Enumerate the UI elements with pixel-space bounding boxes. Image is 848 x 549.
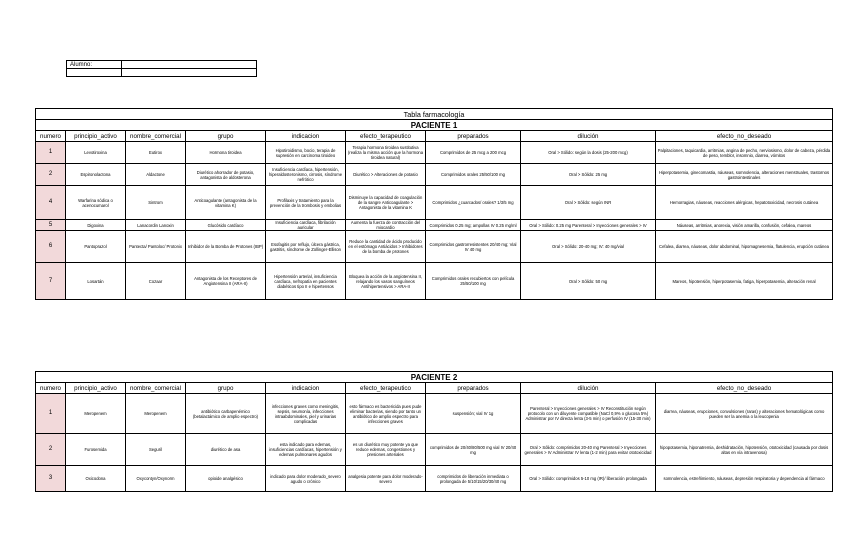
header-nombre-comercial: nombre_comercial — [126, 383, 186, 394]
patient-2-heading: PACIENTE 2 — [36, 372, 833, 383]
cell-efecto-terapeutico: analgesia potente para dolor moderado-severo — [346, 466, 426, 492]
alumno-box — [66, 60, 257, 77]
cell-dilucion: Oral > Sólido: según la dosis (25-200 mcg) — [521, 142, 656, 164]
table-row — [36, 394, 833, 434]
cell-preparados: comprimidos de liberación inmediata o prolongada de 5/10/15/20/30/40 mg — [426, 466, 521, 492]
cell-efecto-no-deseado: Hemorragias, náuseas, reacciones alérgicas, hepatotoxicidad, necrosis cutánea — [656, 186, 833, 220]
cell-preparados: Comprimidos gastrorresistentes 20/40 mg; Vial IV 40 mg — [426, 231, 521, 263]
cell-principio-activo: Oxicodona — [66, 466, 126, 492]
table-row — [36, 466, 833, 492]
header-indicacion: indicacion — [266, 131, 346, 142]
header-grupo: grupo — [186, 383, 266, 394]
cell-grupo: Hormona tiroidea — [186, 142, 266, 164]
alumno-blank-cell — [67, 69, 122, 77]
cell-efecto-terapeutico: Aumenta la fuerza de contracción del miocardio — [346, 220, 426, 231]
cell-efecto-no-deseado: Cefalea, diarrea, náuseas, dolor abdominal, hipomagnesemia, flatulencia, erupción cutánea — [656, 231, 833, 263]
cell-numero: 7 — [36, 263, 66, 300]
cell-indicacion: Profilaxis y tratamiento para la prevención de la trombosis y embolias — [266, 186, 346, 220]
cell-principio-activo: Losartán — [66, 263, 126, 300]
cell-indicacion: Insuficiencia cardíaca, fibrilación auricular — [266, 220, 346, 231]
header-nombre-comercial: nombre_comercial — [126, 131, 186, 142]
table-row — [36, 220, 833, 231]
header-numero: numero — [36, 383, 66, 394]
cell-numero: 1 — [36, 394, 66, 434]
cell-grupo: Inhibidor de la Bomba de Protones (IBP) — [186, 231, 266, 263]
header-dilucion: dilución — [521, 131, 656, 142]
patient-2-rows — [36, 394, 833, 492]
cell-principio-activo: Furosemida — [66, 434, 126, 466]
cell-dilucion: Oral > Sólido: comprimidos 20-40 mg Parenteral > Inyecciones generales > IV Administrar IV lenta (1-2 min) para evitar ototoxicidad — [521, 434, 656, 466]
patient-1-rows — [36, 142, 833, 300]
cell-preparados: comprimidos de 20/40/80/500 mg vial IV 20/40 mg — [426, 434, 521, 466]
cell-efecto-terapeutico: Diurético > Alteraciones de potasio — [346, 164, 426, 186]
cell-indicacion: Esofagitis por reflujo, úlcera gástrica, gastritis, síndrome de Zollinger-Ellison — [266, 231, 346, 263]
header-indicacion: indicacion — [266, 383, 346, 394]
cell-indicacion: Hipertensión arterial, insuficiencia cardíaca, nefropatía en pacientes diabéticos tipo II e hipertensos — [266, 263, 346, 300]
cell-dilucion: Oral > Sólido: 20-40 mg; IV: 40 mg/vial — [521, 231, 656, 263]
cell-numero: 3 — [36, 466, 66, 492]
cell-nombre-comercial: Meropenem — [126, 394, 186, 434]
cell-efecto-no-deseado: Palpitaciones, taquicardia, arritmias, angina de pecho, nerviosismo, dolor de cabeza, pérdida de peso, temblor, insomnio, diarrea, vómitos — [656, 142, 833, 164]
cell-principio-activo: Espironolactona — [66, 164, 126, 186]
cell-nombre-comercial: Seguril — [126, 434, 186, 466]
table-title: Tabla farmacología — [36, 109, 833, 120]
pharmacology-table-patient-1 — [35, 108, 833, 300]
cell-nombre-comercial: Pantecta/ Pantoloc/ Protonix — [126, 231, 186, 263]
alumno-blank-field[interactable] — [122, 69, 257, 77]
cell-grupo: Anticoagulante (antagonista de la vitamina K) — [186, 186, 266, 220]
cell-efecto-terapeutico: Disminuye la capacidad de coagulación de la sangre Anticoagulante > Antagonista de la vitamina K — [346, 186, 426, 220]
cell-principio-activo: Levotiroxina — [66, 142, 126, 164]
cell-grupo: Glucósido cardíaco — [186, 220, 266, 231]
cell-grupo: diurético de asa — [186, 434, 266, 466]
cell-principio-activo: Meropenem — [66, 394, 126, 434]
table-row — [36, 434, 833, 466]
cell-nombre-comercial: Oxycontyn/Oxynorm — [126, 466, 186, 492]
alumno-label: Alumno: — [67, 61, 122, 69]
cell-numero: 1 — [36, 142, 66, 164]
table-row — [36, 263, 833, 300]
cell-preparados: Comprimidos ¿cuarcados/ orales? 1/3/5 mg — [426, 186, 521, 220]
cell-dilucion: Parenteral > Inyecciones generales > IV Reconstitución según protocolo con un diluyente compatible (NaCl 0,9% o glucosa 5%) Administrar por IV directa lenta (3-5 min) o perfusión IV (15-30 min) — [521, 394, 656, 434]
header-row — [36, 383, 833, 394]
cell-indicacion: esta indicado para edemas, insuficiencias cardíacas, hipertensión y edemas pulmonares agudos — [266, 434, 346, 466]
cell-dilucion: Oral > Sólido: 25 mg — [521, 164, 656, 186]
cell-efecto-terapeutico: es un diurético muy potente ya que reduce edemas, congestiones y presiones arteriales — [346, 434, 426, 466]
cell-numero: 6 — [36, 231, 66, 263]
cell-nombre-comercial: Aldactone — [126, 164, 186, 186]
cell-efecto-terapeutico: esto fármaco es bactericida pues pude eliminar bacterias, siendo por tanto un antibiótico de amplio espectro para infecciones graves — [346, 394, 426, 434]
header-principio-activo: principio_activo — [66, 131, 126, 142]
cell-nombre-comercial: Eutirox — [126, 142, 186, 164]
cell-dilucion: Oral > Sólido: 0.25 mg Parenteral > Inyecciones generales > IV — [521, 220, 656, 231]
table-row — [36, 142, 833, 164]
header-preparados: preparados — [426, 383, 521, 394]
patient-1-heading: PACIENTE 1 — [36, 120, 833, 131]
cell-nombre-comercial: Cozaar — [126, 263, 186, 300]
cell-principio-activo: Pantoprazol — [66, 231, 126, 263]
header-row — [36, 131, 833, 142]
cell-preparados: Comprimidos 0.25 mg; ampollas IV 0.25 mg/ml — [426, 220, 521, 231]
cell-nombre-comercial: Sintrom — [126, 186, 186, 220]
header-dilucion: dilución — [521, 383, 656, 394]
cell-preparados: Comprimidos orales recubiertos con película 25/50/100 mg — [426, 263, 521, 300]
cell-preparados: suspensión; vial IV 1g — [426, 394, 521, 434]
header-principio-activo: principio_activo — [66, 383, 126, 394]
cell-efecto-terapeutico: Reduce la cantidad de ácido producido en el estómago Antiácidos > Inhibidores de la bomba de protones — [346, 231, 426, 263]
cell-grupo: opioide analgésico — [186, 466, 266, 492]
table-row — [36, 164, 833, 186]
header-numero: numero — [36, 131, 66, 142]
cell-preparados: Comprimidos de 25 mcg a 200 mcg — [426, 142, 521, 164]
cell-grupo: Antagonista de los Receptores de Angiotensina II (ARA-II) — [186, 263, 266, 300]
cell-numero: 4 — [36, 186, 66, 220]
cell-preparados: Comprimidos orales 25/50/100 mg — [426, 164, 521, 186]
cell-indicacion: indicado para dolor moderado_severo agudo o crónico — [266, 466, 346, 492]
header-efecto-terapeutico: efecto_terapeutico — [346, 383, 426, 394]
pharmacology-table-patient-2 — [35, 371, 833, 492]
cell-numero: 5 — [36, 220, 66, 231]
cell-indicacion: infecciones graves como meningitis, sepsis, neumonía, infecciones intraabdominales, piel y urinarias complicadas — [266, 394, 346, 434]
cell-grupo: antibiótico carbapenémico (betalactámico de amplio espectro) — [186, 394, 266, 434]
cell-efecto-terapeutico: Terapia hormona tiroidea sustitutiva (realiza la misma acción que la hormona tiroidea natural) — [346, 142, 426, 164]
cell-efecto-no-deseado: Náuseas, arritmias, anorexia, visión amarilla, confusión, cefalea, mareos — [656, 220, 833, 231]
cell-efecto-no-deseado: diarrea, náuseas, erupciones, convulsiones (raras) y alteraciones hematológicas como pueden ser la anemia o la leucopenia — [656, 394, 833, 434]
cell-dilucion: Oral > Sólido: comprimidos 5-10 mg (IR)/ liberación prolongada — [521, 466, 656, 492]
cell-principio-activo: Digoxina — [66, 220, 126, 231]
header-preparados: preparados — [426, 131, 521, 142]
cell-numero: 2 — [36, 434, 66, 466]
header-efecto-no-deseado: efecto_no_deseado — [656, 131, 833, 142]
cell-efecto-no-deseado: Hiperpotasemia, ginecomastia, náuseas, somnolencia, alteraciones menstruales, trastornos gastrointestinales — [656, 164, 833, 186]
cell-dilucion: Oral > Sólido: según INR — [521, 186, 656, 220]
header-grupo: grupo — [186, 131, 266, 142]
cell-principio-activo: Warfarina sódica o acenocumarol — [66, 186, 126, 220]
cell-indicacion: Insuficiencia cardíaca, hipertensión, hiperaldosteronismo, cirrosis, síndrome nefrótico — [266, 164, 346, 186]
cell-efecto-terapeutico: Bloquea la acción de la angiotensina II, relajando los vasos sanguíneos Antihipertensivos > ARA-II — [346, 263, 426, 300]
cell-nombre-comercial: Lanacordin Lanoxin — [126, 220, 186, 231]
alumno-field[interactable] — [122, 61, 257, 69]
cell-grupo: Diurético ahorrador de potasio, antagonista de aldosterona — [186, 164, 266, 186]
cell-indicacion: Hipotiroidismo, bocio, terapia de supresión en carcinoma tiroideo — [266, 142, 346, 164]
table-row — [36, 231, 833, 263]
table-row — [36, 186, 833, 220]
cell-efecto-no-deseado: Mareos, hipotensión, hiperpotasemia, fatiga, hiperpotasemia, alteración renal — [656, 263, 833, 300]
cell-dilucion: Oral > Sólido: 50 mg — [521, 263, 656, 300]
header-efecto-terapeutico: efecto_terapeutico — [346, 131, 426, 142]
cell-numero: 2 — [36, 164, 66, 186]
cell-efecto-no-deseado: hipopotasemia, hiponatremia, deshidratación, hipotensión, ototoxicidad (causada por dosis altas en vía intravenosa) — [656, 434, 833, 466]
header-efecto-no-deseado: efecto_no_deseado — [656, 383, 833, 394]
cell-efecto-no-deseado: somnolencia, estreñimiento, náuseas, depresión respiratoria y dependencia al fármaco — [656, 466, 833, 492]
